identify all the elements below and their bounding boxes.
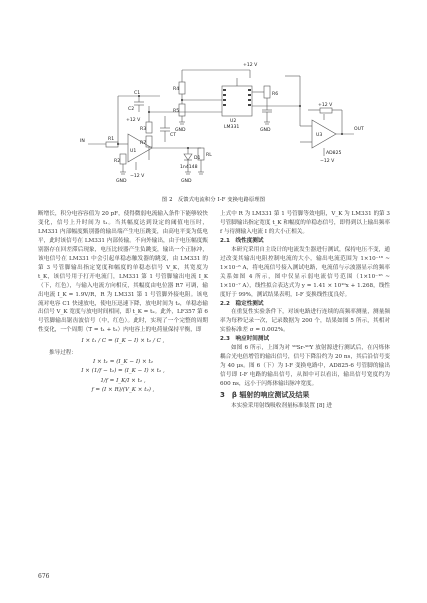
label-vplus-b: +12 V [126, 118, 141, 123]
label-u2: U2 [230, 119, 237, 124]
body-paragraph: 在重复性实验条件下，对该电路进行连续的高频率测量，测量频率为每秒记录一次，记录数据为 200 个，结果如图 5 所示，其相对实验标准差 σ = 0.002%。 [220, 309, 390, 334]
label-gnd-a: GND [116, 179, 127, 184]
label-d1-part: 1n4148 [180, 165, 198, 170]
figure-caption: 图 2 反馈式电流积分 I-F 变换电路原理图 [161, 197, 266, 203]
label-vplus-a: +12 V [243, 63, 258, 68]
label-ad825: AD825 [326, 151, 342, 156]
label-r6: R6 [272, 92, 279, 97]
equation: I × t₁ / C = (I_K − I) × t₂ / C , [81, 338, 165, 345]
label-gnd-b: GND [181, 179, 192, 184]
label-c1: C1 [134, 91, 141, 96]
label-ct: CT [170, 133, 177, 138]
body-paragraph: 如图 6 所示，上图为对 ⁹⁰Sr-⁹⁰Y 放射源进行测试后，在闪烁体耦合光电倍增管的输出信号，信号下降沿约为 20 ns，其后沿信号变为 40 μs。图 6（下）为 I-F 变换电路中，AD825-6 号管脚的输出信号即 I-F 电路的输出信号，从图中可以看出，输出信号宽度约为 600 ns，远小于闪烁体输出脉冲宽度。 [220, 345, 390, 388]
equation: 1/f = I_K/I × t₂ , [100, 377, 146, 384]
label-vplus-c: +12 V [318, 103, 333, 108]
label-lm331: LM331 [224, 125, 240, 130]
label-r5: R5 [173, 109, 180, 114]
label-c2: C2 [128, 107, 135, 112]
label-u3: U3 [316, 133, 323, 138]
body-paragraph: 断增长，积分电容容值为 20 pF，使得微弱电流输入条件下能够较快变化，信号上升时间为 t₁。当其幅度达到设定的阈值电压时，LM331 内部幅度甄别器的输出端产生电压跳变，由高电平变为低电平，此时该信号在 LM331 内部传输。不向外输出，由于电压幅度甄别器存在回差滞后现象，电压比较器产生负跳变，输出一个正脉冲，该电信号在 LM331 中会引起单稳态触发器的跳变，由 LM331 的第 3 号管脚输出指定宽度和幅度的单稳态信号 V_K，其宽度为 t_K，该信号用于打开电流门，LM331 第 1 号管脚输出电流 I_K（下，红色），与输入电流方向相反，其幅度由电位器 R7 可调，输出电流 I_K = 1.9V/R，R 为 LM331 第 1 号管脚外接电阻。该电流对电容 C1 快速放电，使电压迅速下降，放电时间为 t₂，单稳态输出信号 V_K 宽度与放电时间相同，即 t_K = t₂。此外，LF357 第 6 号管脚输出锯齿波信号（中，红色）。此时，实现了一个完整的周期性变化，一个周期（T = t₁ + t₂）内电容上的电荷量保持平衡，即 [38, 211, 208, 334]
label-r1: R1 [108, 137, 115, 142]
section-heading: 2.3 响应时间测试 [220, 336, 270, 343]
section-heading: 3 β 辐射的响应测试及结果 [220, 391, 310, 400]
label-vminus-b: −12 V [320, 159, 335, 164]
label-r7: R7 [140, 141, 147, 146]
label-vminus-a: −12 V [130, 174, 145, 179]
circuit-schematic [80, 56, 370, 192]
label-u1: U1 [130, 149, 137, 154]
equation: f = (I × R)/(V_K × t₂) , [91, 387, 155, 394]
label-d1: D1 [194, 156, 201, 161]
left-column [38, 210, 208, 396]
body-paragraph: 上式中 R 为 LM331 第 1 号管脚等效电阻，V_K 为 LM331 的第 3 号管脚输出指定宽度 t_K 和幅度的单稳态信号，即得到以上输出频率 f 与待测输入电流 I 的大小正相关。 [220, 211, 390, 235]
equation: I × (1/f − t₂) = (I_K − I) × t₂ , [81, 368, 165, 375]
section-heading: 2.1 线性度测试 [220, 237, 264, 244]
label-gnd-d: GND [260, 128, 271, 133]
label-rl: RL [206, 153, 212, 158]
page-number: 676 [38, 573, 50, 580]
right-column [220, 210, 390, 411]
label-r3: R3 [140, 127, 147, 132]
body-paragraph: 本实验采用射线吸收剂量标准装置 [8] 进 [231, 403, 332, 410]
body-paragraph: 本研究采用自主设计的电流发生器进行测试，保持电压不变，通过改变其输出电阻控制电流的大小，输出电流范围为 1×10⁻¹⁶ ~ 1×10⁻⁶ A，将电流信号接入测试电路，电流值与示波器显示的频率关系如图 4 所示，图中仅显示弱电流信号范围（1×10⁻¹⁶ ~ 1×10⁻⁷ A），线性拟合表达式为 y = 1.41 × 10¹⁰x + 1.268，线性度好于 99%，测试结果表明，I-F 变换线性度良好。 [220, 246, 390, 298]
label-gnd-c: GND [175, 128, 186, 133]
section-heading: 2.2 稳定性测试 [220, 300, 264, 307]
label-out: OUT [354, 127, 364, 132]
label-r2: R2 [114, 159, 121, 164]
equation: I × t₁ = (I_K − I) × t₂ [93, 358, 153, 365]
label-r4: R4 [173, 87, 180, 92]
label-in: IN [80, 139, 85, 144]
body-paragraph: 推导过程： [49, 349, 77, 356]
